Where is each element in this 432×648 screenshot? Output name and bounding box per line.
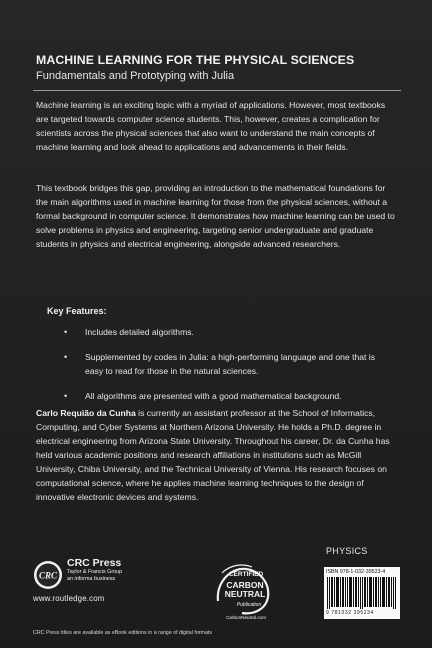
crc-logo-text: CRC xyxy=(38,570,58,581)
ebook-footnote: CRC Press titles are available as eBook editions in a range of digital formats xyxy=(33,630,213,636)
bullet-icon: • xyxy=(64,352,68,362)
key-feature-text: All algorithms are presented with a good mathematical background. xyxy=(85,391,342,401)
key-feature-item xyxy=(60,389,380,403)
carbon-neutral-badge-icon xyxy=(212,561,276,623)
badge-publication-text: Publication xyxy=(236,602,262,608)
badge-carbon-text: CARBON xyxy=(226,580,264,590)
isbn-barcode-box xyxy=(324,567,400,619)
bullet-icon: • xyxy=(64,391,68,401)
isbn-label: ISBN 978-1-032-39523-4 xyxy=(326,569,386,575)
barcode-icon xyxy=(327,577,397,609)
key-features-heading: Key Features: xyxy=(47,306,107,316)
publisher-name: CRC Press xyxy=(67,557,122,569)
publisher-url: www.routledge.com xyxy=(33,594,105,603)
title-divider xyxy=(33,90,401,91)
author-name: Carlo Requião da Cunha xyxy=(36,408,136,418)
description-paragraph-2: This textbook bridges this gap, providing an introduction to the mathematical foundations for the main algorithms used in machine learning for those from the physical sciences, without a formal background in computer science. It demonstrates how machine learning can be used to solve problems in physics and engineering, targeting senior undergraduate and graduate students in physics and electrical engineering, alongside advanced researchers. xyxy=(36,183,395,249)
description-paragraph-1: Machine learning is an exciting topic with a myriad of applications. However, most textbooks are targeted towards computer science students. This, however, creates a complication for scientists across the physical sciences that also want to understand the main concepts of machine learning and look ahead to applications and advancements in their fields. xyxy=(36,100,386,152)
publisher-line1: Taylor & Francis Group xyxy=(67,569,123,575)
key-feature-text: Supplemented by codes in Julia: a high-performing language and one that is easy to read for those in the natural sciences. xyxy=(85,352,375,376)
publisher-line2: an informa business xyxy=(67,576,116,582)
crc-press-logo-icon xyxy=(33,560,63,590)
book-title: MACHINE LEARNING FOR THE PHYSICAL SCIENCES xyxy=(36,53,355,67)
key-feature-text: Includes detailed algorithms. xyxy=(85,327,194,337)
key-feature-item xyxy=(60,350,380,378)
badge-neutral-text: NEUTRAL xyxy=(224,589,266,599)
book-subtitle: Fundamentals and Prototyping with Julia xyxy=(36,70,235,82)
badge-certified-text: CERTIFIED xyxy=(228,571,264,578)
publisher-block xyxy=(67,557,122,583)
isbn-digits: 9 781032 395234 xyxy=(326,610,374,616)
badge-url-text: CarbonNeutral.com xyxy=(226,615,266,620)
key-features-list xyxy=(60,325,380,414)
bullet-icon: • xyxy=(64,327,68,337)
subject-category: PHYSICS xyxy=(326,546,368,556)
author-bio-text: is currently an assistant professor at the School of Informatics, Computing, and Cyber Systems at Northern Arizona University. He holds a Ph.D. degree in electrical engineering from Arizona State University. Throughout his career, Dr. da Cunha has held various academic positions and research affiliations in institutions such as McGill University, Chiba University, and the Technical University of Vienna. His research focuses on computational science, where he applies machine learning techniques to the design of innovative electronic devices and systems. xyxy=(36,408,390,502)
author-bio xyxy=(36,406,402,504)
key-feature-item xyxy=(60,325,380,339)
